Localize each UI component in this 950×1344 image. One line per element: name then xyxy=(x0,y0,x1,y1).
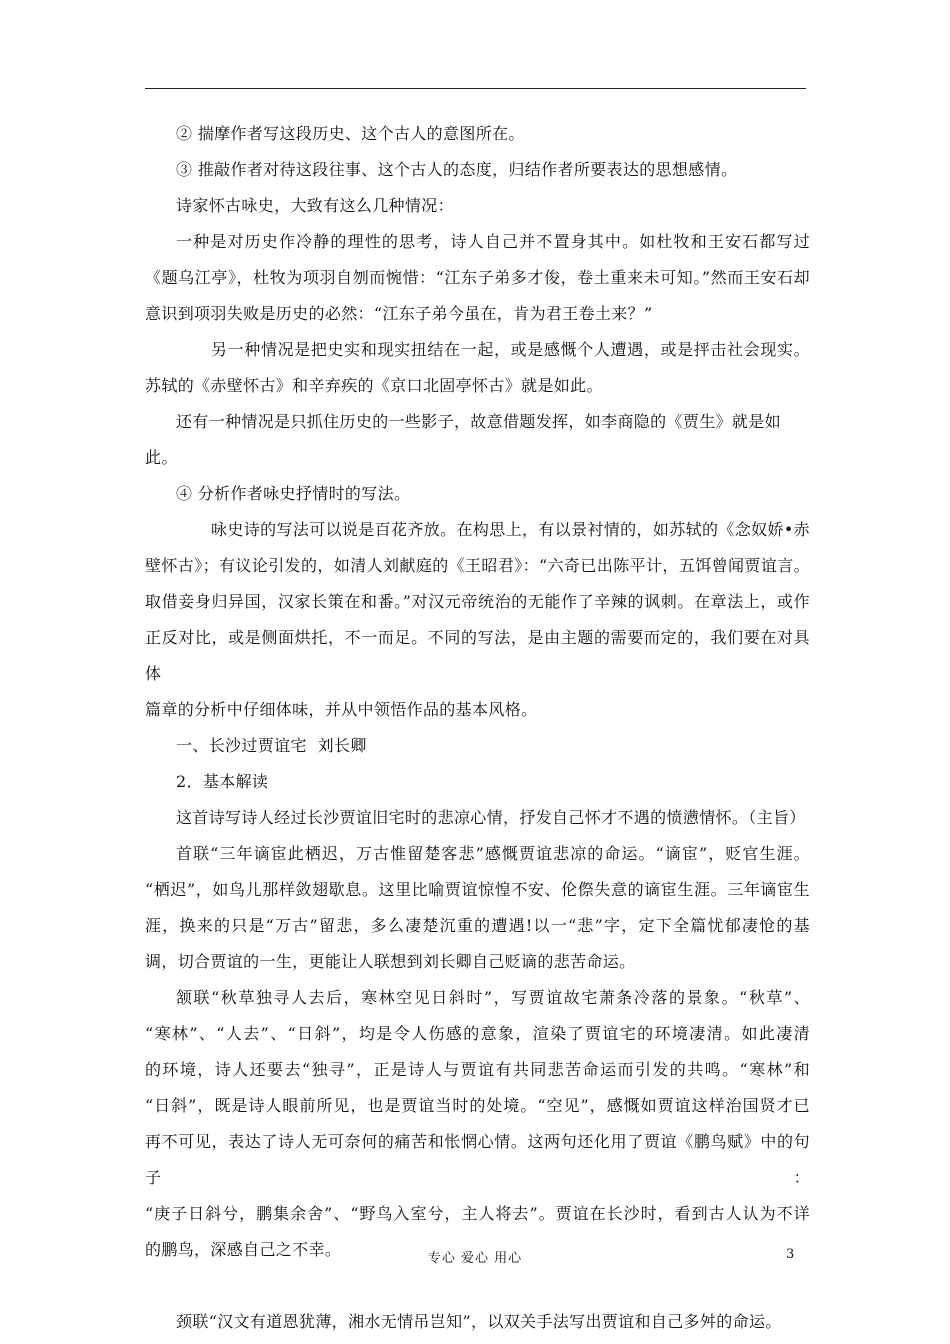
paragraph-history-and-reality xyxy=(145,332,810,404)
subheading-basic-reading: 2．基本解读 xyxy=(176,772,269,791)
text-line: 一种是对历史作冷静的理性的思考，诗人自己并不置身其中。如杜牧和王安石都写过 xyxy=(176,232,810,251)
paragraph-rational-reflection xyxy=(145,224,810,332)
text-line: “庚子日斜兮，鹏集余舍”、“野鸟入室兮，主人将去”。贾谊在长沙时，看到古人认为不详 xyxy=(145,1204,810,1223)
text-line: 首联“三年谪宦此栖迟，万古惟留楚客悲”感慨贾谊悲凉的命运。“谪宦”，贬官生涯。 xyxy=(176,844,810,863)
text-line: 篇章的分析中仔细体味，并从中领悟作品的基本风格。 xyxy=(145,700,538,719)
paragraph-step-3: ③ 推敲作者对待这段往事、这个古人的态度，归结作者所要表达的思想感情。 xyxy=(176,160,738,179)
page-content xyxy=(145,116,810,1340)
paragraph-borrowing-history: 还有一种情况是只抓住历史的一些影子，故意借题发挥，如李商隐的《贾生》就是如此。 xyxy=(145,412,781,467)
text-line: 再不可见，表达了诗人无可奈何的痛苦和怅惘心情。这两句还化用了贾谊《鹏鸟赋》中的句子： xyxy=(145,1132,810,1187)
text-line: 的环境，诗人还要去“独寻”，正是诗人与贾谊有共同悲苦命运而引发的共鸣。“寒林”和 xyxy=(145,1060,810,1079)
paragraph-writing-methods xyxy=(145,512,810,728)
page-number: 3 xyxy=(786,1247,795,1262)
text-line: 涯，换来的只是“万古”留悲，多么凄楚沉重的遭遇!以一“悲”字，定下全篇忧郁凄怆的基 xyxy=(145,916,810,935)
text-line: “栖迟”，如鸟儿那样敛翅歇息。这里比喻贾谊惊惶不安、伦傺失意的谪宦生涯。三年谪宦生 xyxy=(145,880,810,899)
text-line: 另一种情况是把史实和现实扭结在一起，或是感慨个人遭遇，或是抨击社会现实。 xyxy=(211,340,810,359)
paragraph-second-couplet xyxy=(145,980,810,1268)
paragraph-first-couplet xyxy=(145,836,810,980)
header-rule xyxy=(145,88,806,89)
section-heading-poem: 一、长沙过贾谊宅 刘长卿 xyxy=(176,736,367,755)
text-line: 取借妾身归异国，汉家长策在和番。”对汉元帝统治的无能作了辛辣的讽刺。在章法上，或作 xyxy=(145,592,810,611)
text-line: “寒林”、“人去”、“日斜”，均是令人伤感的意象，渲染了贾谊宅的环境凄清。如此凄清 xyxy=(145,1024,810,1043)
footer-motto: 专心 爱心 用心 xyxy=(427,1251,523,1266)
paragraph-step-2: ② 揣摩作者写这段历史、这个古人的意图所在。 xyxy=(176,124,525,143)
text-line: 正反对比，或是侧面烘托，不一而足。不同的写法，是由主题的需要而定的，我们要在对具体 xyxy=(145,628,810,683)
text-line: 的鹏鸟，深感自己之不幸。 xyxy=(145,1240,342,1259)
paragraph-step-4: ④ 分析作者咏史抒情时的写法。 xyxy=(176,484,411,503)
text-line: 苏轼的《赤壁怀古》和辛弃疾的《京口北固亭怀古》就是如此。 xyxy=(145,376,603,395)
text-line: 《题乌江亭》，杜牧为项羽自刎而惋惜：“江东子弟多才俊，卷土重来未可知。”然而王安石却 xyxy=(145,268,810,287)
paragraph-situations-intro: 诗家怀古咏史，大致有这么几种情况： xyxy=(176,196,454,215)
text-line: 壁怀古》；有议论引发的，如清人刘献庭的《王昭君》：“六奇已出陈平计，五饵曾闻贾谊言。 xyxy=(145,556,810,575)
text-line: 意识到项羽失败是历史的必然：“江东子弟今虽在，肯为君王卷土来？” xyxy=(145,304,653,323)
text-line: “日斜”，既是诗人眼前所见，也是贾谊当时的处境。“空见”，感慨如贾谊这样治国贤才已 xyxy=(145,1096,810,1115)
paragraph-third-couplet: 颈联“汉文有道恩犹薄，湘水无情吊岂知”，以双关手法写出贾谊和自己多舛的命运。 xyxy=(176,1312,782,1331)
text-line: 调，切合贾谊的一生，更能让人联想到刘长卿自己贬谪的悲苦命运。 xyxy=(145,952,636,971)
paragraph-main-idea: 这首诗写诗人经过长沙贾谊旧宅时的悲凉心情，抒发自己怀才不遇的愤懑情怀。（主旨） xyxy=(176,808,806,827)
text-line: 颔联“秋草独寻人去后，寒林空见日斜时”，写贾谊故宅萧条冷落的景象。“秋草”、 xyxy=(176,988,810,1007)
text-line: 咏史诗的写法可以说是百花齐放。在构思上，有以景衬情的，如苏轼的《念奴娇•赤 xyxy=(211,520,810,539)
